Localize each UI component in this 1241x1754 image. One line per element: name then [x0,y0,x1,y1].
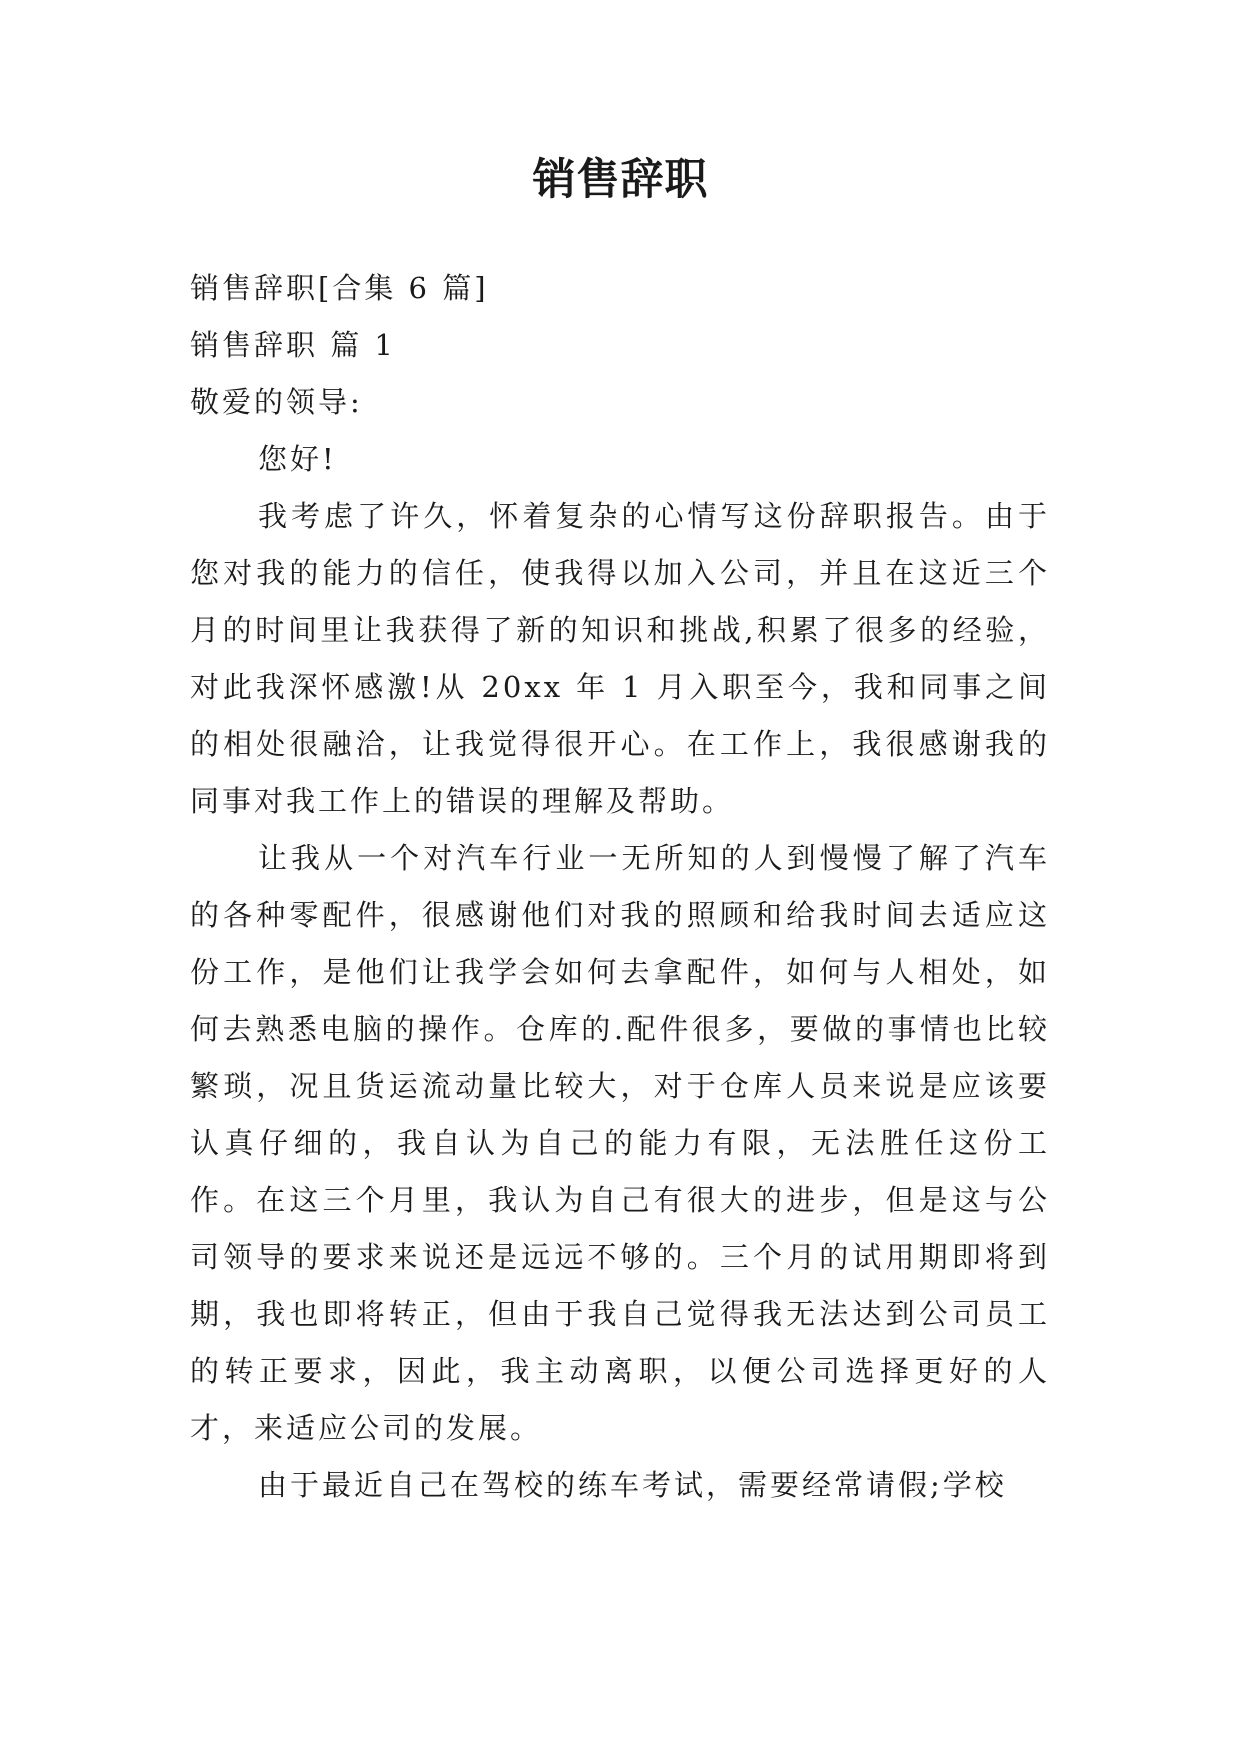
document-subtitle: 销售辞职[合集 6 篇] [190,271,489,305]
paragraph-2: 让我从一个对汽车行业一无所知的人到慢慢了解了汽车的各种零配件，很感谢他们对我的照顾和给我时间去适应这份工作，是他们让我学会如何去拿配件，如何与人相处，如何去熟悉电脑的操作。仓库的.配件很多，要做的事情也比较繁琐，况且货运流动量比较大，对于仓库人员来说是应该要认真仔细的，我自认为自己的能力有限，无法胜任这份工作。在这三个月里，我认为自己有很大的进步，但是这与公司领导的要求来说还是远远不够的。三个月的试用期即将到期，我也即将转正，但由于我自己觉得我无法达到公司员工的转正要求，因此，我主动离职，以便公司选择更好的人才，来适应公司的发展。 [190,841,1050,1445]
document-body [190,260,1050,1514]
document-title: 销售辞职 [532,155,709,205]
salutation: 敬爱的领导: [190,385,363,419]
paragraph-3: 由于最近自己在驾校的练车考试，需要经常请假;学校 [258,1468,1007,1502]
paragraph-1: 我考虑了许久，怀着复杂的心情写这份辞职报告。由于您对我的能力的信任，使我得以加入公司，并且在这近三个月的时间里让我获得了新的知识和挑战,积累了很多的经验，对此我深怀感激!从 20xx 年 1 月入职至今，我和同事之间的相处很融洽，让我觉得很开心。在工作上，我很感谢我的同事对我工作上的错误的理解及帮助。 [190,499,1050,818]
greeting: 您好! [258,442,337,476]
section-heading: 销售辞职 篇 1 [190,328,396,362]
